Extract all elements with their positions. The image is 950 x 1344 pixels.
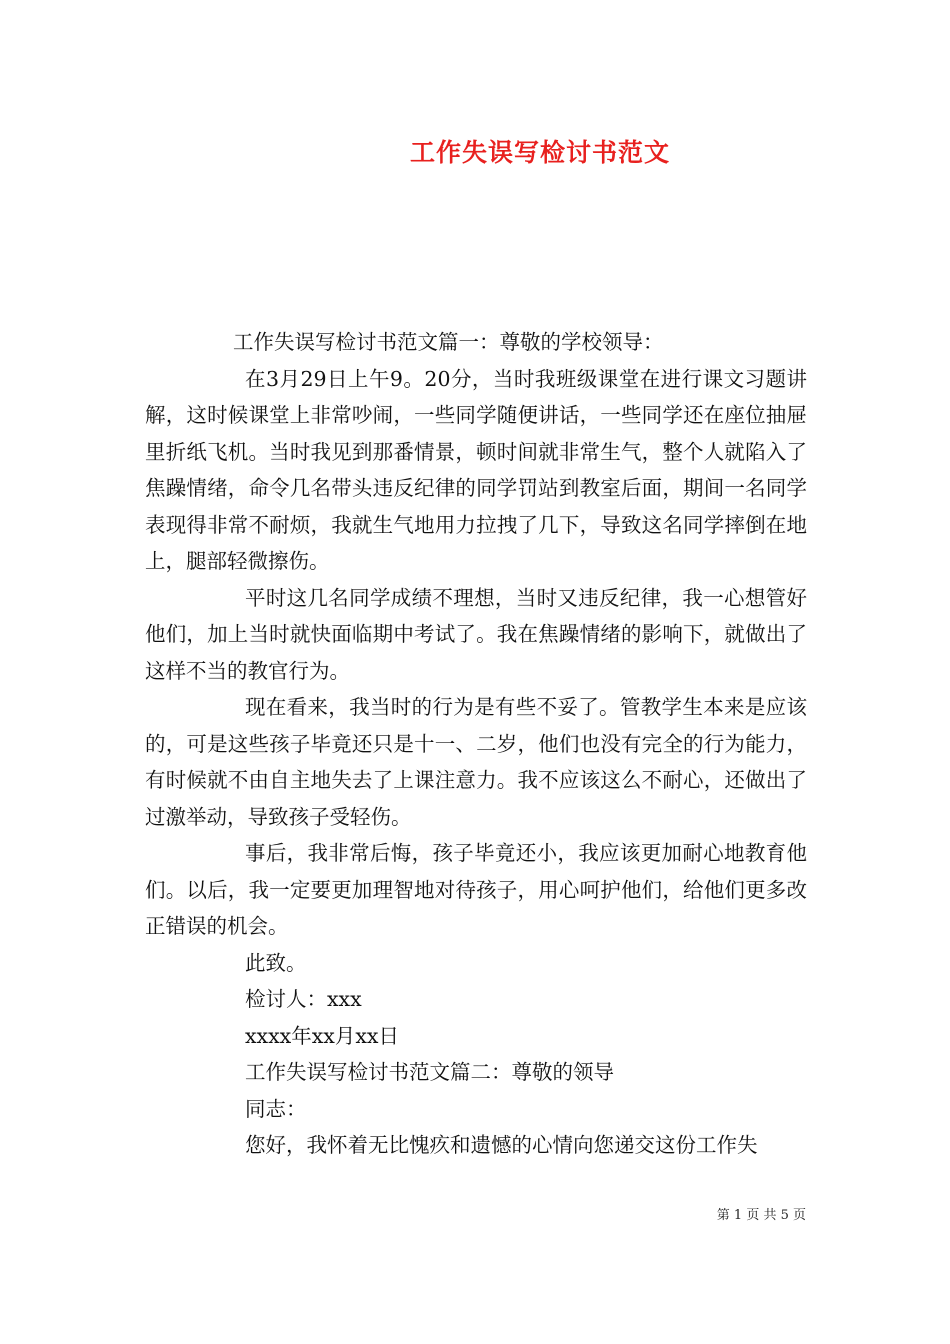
document-body: [145, 324, 807, 1164]
paragraph: 现在看来，我当时的行为是有些不妥了。管教学生本来是应该的，可是这些孩子毕竟还只是十一、二岁，他们也没有完全的行为能力，有时候就不由自主地失去了上课注意力。我不应该这么不耐心，还做出了过激举动，导致孩子受轻伤。: [145, 695, 807, 829]
paragraph: 平时这几名同学成绩不理想，当时又违反纪律，我一心想管好他们，加上当时就快面临期中考试了。我在焦躁情绪的影响下，就做出了这样不当的教官行为。: [145, 585, 807, 683]
page-number: 第 1 页 共 5 页: [716, 1208, 806, 1223]
paragraph-heading-2: 工作失误写检讨书范文篇二：尊敬的领导: [245, 1060, 614, 1084]
date-line: xxxx年xx月xx日: [245, 1023, 399, 1048]
paragraph-heading-1: 工作失误写检讨书范文篇一：尊敬的学校领导：: [233, 330, 664, 354]
closing-line: 此致。: [245, 950, 307, 975]
salutation-line: 同志：: [245, 1096, 307, 1121]
paragraph: 在3月29日上午9。20分，当时我班级课堂在进行课文习题讲解，这时候课堂上非常吵闹，一些同学随便讲话，一些同学还在座位抽屉里折纸飞机。当时我见到那番情景，顿时间就非常生气，整个人就陷入了焦躁情绪，命令几名带头违反纪律的同学罚站到教室后面，期间一名同学表现得非常不耐烦，我就生气地用力拉拽了几下，导致这名同学摔倒在地上，腿部轻微擦伤。: [145, 366, 807, 573]
signature-line: 检讨人：xxx: [245, 987, 362, 1011]
paragraph: 您好，我怀着无比愧疚和遗憾的心情向您递交这份工作失: [245, 1133, 758, 1157]
document-title: 工作失误写检讨书范文: [409, 138, 670, 167]
paragraph: 事后，我非常后悔，孩子毕竟还小，我应该更加耐心地教育他们。以后，我一定要更加理智地对待孩子，用心呵护他们，给他们更多改正错误的机会。: [145, 841, 807, 938]
